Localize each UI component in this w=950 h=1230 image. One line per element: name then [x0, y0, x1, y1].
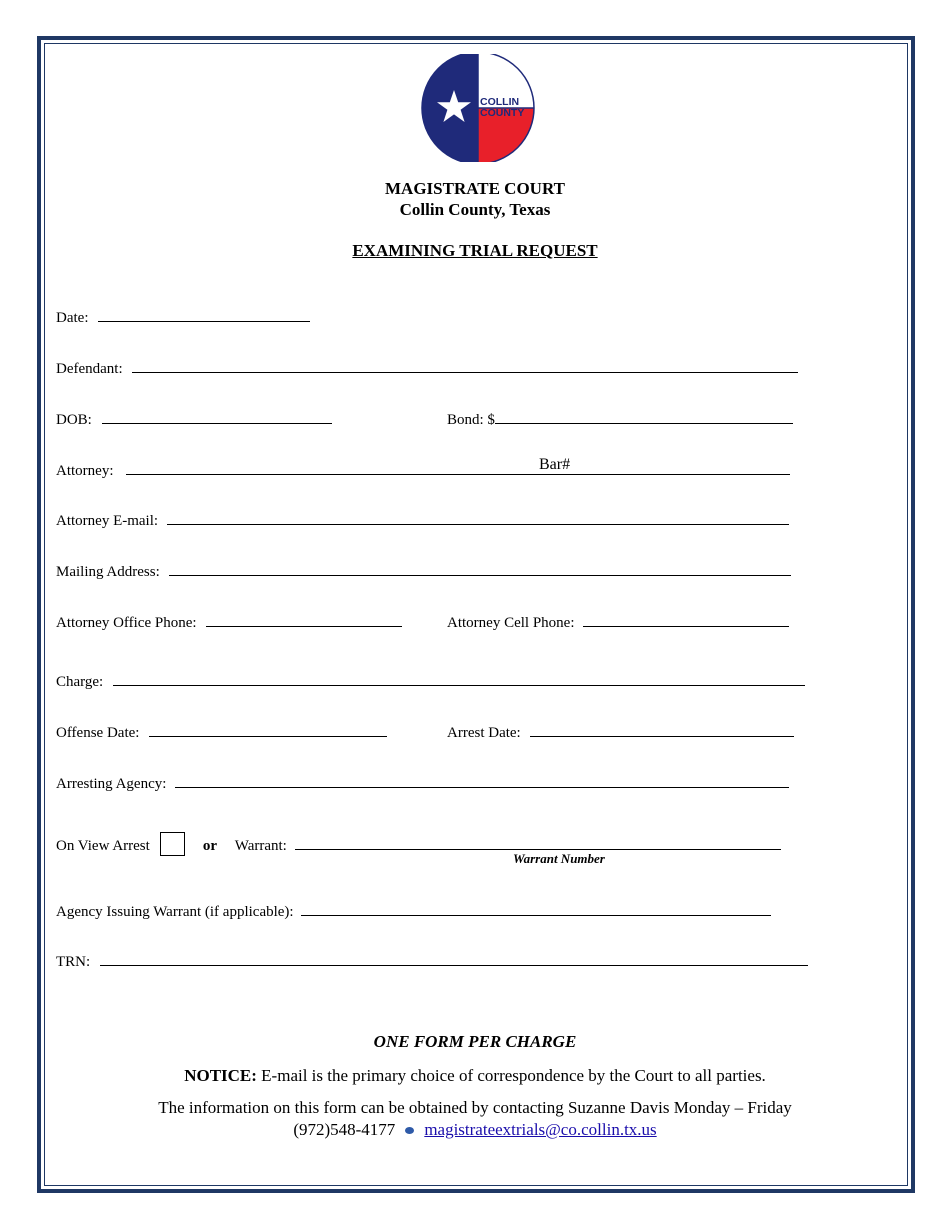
offense-date-field[interactable] — [149, 722, 387, 737]
notice-text: E-mail is the primary choice of correspondence by the Court to all parties. — [256, 1066, 766, 1085]
warrant-field[interactable] — [295, 835, 781, 850]
collin-county-logo — [420, 54, 536, 162]
on-view-arrest-label: On View Arrest — [56, 838, 150, 854]
cell-phone-label: Attorney Cell Phone: — [447, 615, 575, 631]
attorney-email-row — [56, 510, 789, 530]
charge-field[interactable] — [113, 671, 805, 686]
warrant-row — [56, 832, 781, 856]
warrant-number-caption: Warrant Number — [513, 851, 605, 866]
dob-field[interactable] — [102, 409, 332, 424]
bond-label: Bond: $ — [447, 412, 495, 428]
contact-line — [0, 1119, 950, 1141]
defendant-row — [56, 358, 798, 378]
contact-phone: (972)548-4177 — [293, 1120, 396, 1139]
bond-row — [447, 409, 793, 429]
dob-label: DOB: — [56, 412, 92, 428]
office-phone-row — [56, 612, 402, 632]
or-label: or — [202, 838, 217, 854]
arrest-date-row — [447, 722, 794, 742]
defendant-label: Defendant: — [56, 361, 123, 377]
arrest-date-label: Arrest Date: — [447, 725, 521, 741]
defendant-field[interactable] — [132, 358, 798, 373]
arresting-agency-field[interactable] — [175, 773, 789, 788]
office-phone-field[interactable] — [206, 612, 402, 627]
bond-field[interactable] — [495, 409, 793, 424]
agency-issuing-field[interactable] — [301, 901, 771, 916]
contact-email-link[interactable]: magistrateextrials@co.collin.tx.us — [424, 1120, 657, 1139]
notice-label: NOTICE: — [184, 1066, 257, 1085]
bar-number-label: Bar# — [539, 456, 571, 473]
court-name: MAGISTRATE COURT — [385, 179, 565, 198]
arresting-agency-row — [56, 773, 789, 793]
attorney-label: Attorney: — [56, 463, 114, 479]
warrant-label: Warrant: — [234, 838, 287, 854]
mailing-address-label: Mailing Address: — [56, 564, 160, 580]
cell-phone-row — [447, 612, 789, 632]
contact-info-text: The information on this form can be obtained by contacting Suzanne Davis Monday – Friday — [158, 1098, 792, 1117]
mailing-address-row — [56, 561, 791, 581]
one-form-per-charge: ONE FORM PER CHARGE — [373, 1032, 577, 1051]
cell-phone-field[interactable] — [583, 612, 789, 627]
attorney-email-label: Attorney E-mail: — [56, 513, 159, 529]
arrest-date-field[interactable] — [530, 722, 794, 737]
attorney-row — [56, 460, 790, 480]
agency-issuing-row — [56, 901, 771, 921]
date-label: Date: — [56, 310, 89, 326]
court-heading — [0, 178, 950, 220]
county-name: Collin County, Texas — [399, 200, 551, 219]
charge-label: Charge: — [56, 674, 104, 690]
trn-row — [56, 951, 808, 971]
offense-date-row — [56, 722, 387, 742]
logo-text-county: COUNTY — [480, 107, 525, 119]
office-phone-label: Attorney Office Phone: — [56, 615, 197, 631]
form-title: EXAMINING TRIAL REQUEST — [352, 241, 598, 260]
arresting-agency-label: Arresting Agency: — [56, 776, 167, 792]
dob-row — [56, 409, 332, 429]
agency-issuing-label: Agency Issuing Warrant (if applicable): — [56, 904, 294, 920]
on-view-arrest-checkbox[interactable] — [160, 832, 185, 856]
trn-label: TRN: — [56, 954, 91, 970]
attorney-field[interactable] — [126, 460, 790, 475]
charge-row — [56, 671, 805, 691]
date-row — [56, 307, 310, 327]
logo-text-collin: COLLIN — [480, 96, 520, 108]
contact-info — [0, 1097, 950, 1141]
offense-date-label: Offense Date: — [56, 725, 140, 741]
notice — [0, 1066, 950, 1086]
mailing-address-field[interactable] — [169, 561, 791, 576]
bullet-icon — [405, 1127, 414, 1134]
attorney-email-field[interactable] — [167, 510, 789, 525]
trn-field[interactable] — [100, 951, 808, 966]
date-field[interactable] — [98, 307, 310, 322]
